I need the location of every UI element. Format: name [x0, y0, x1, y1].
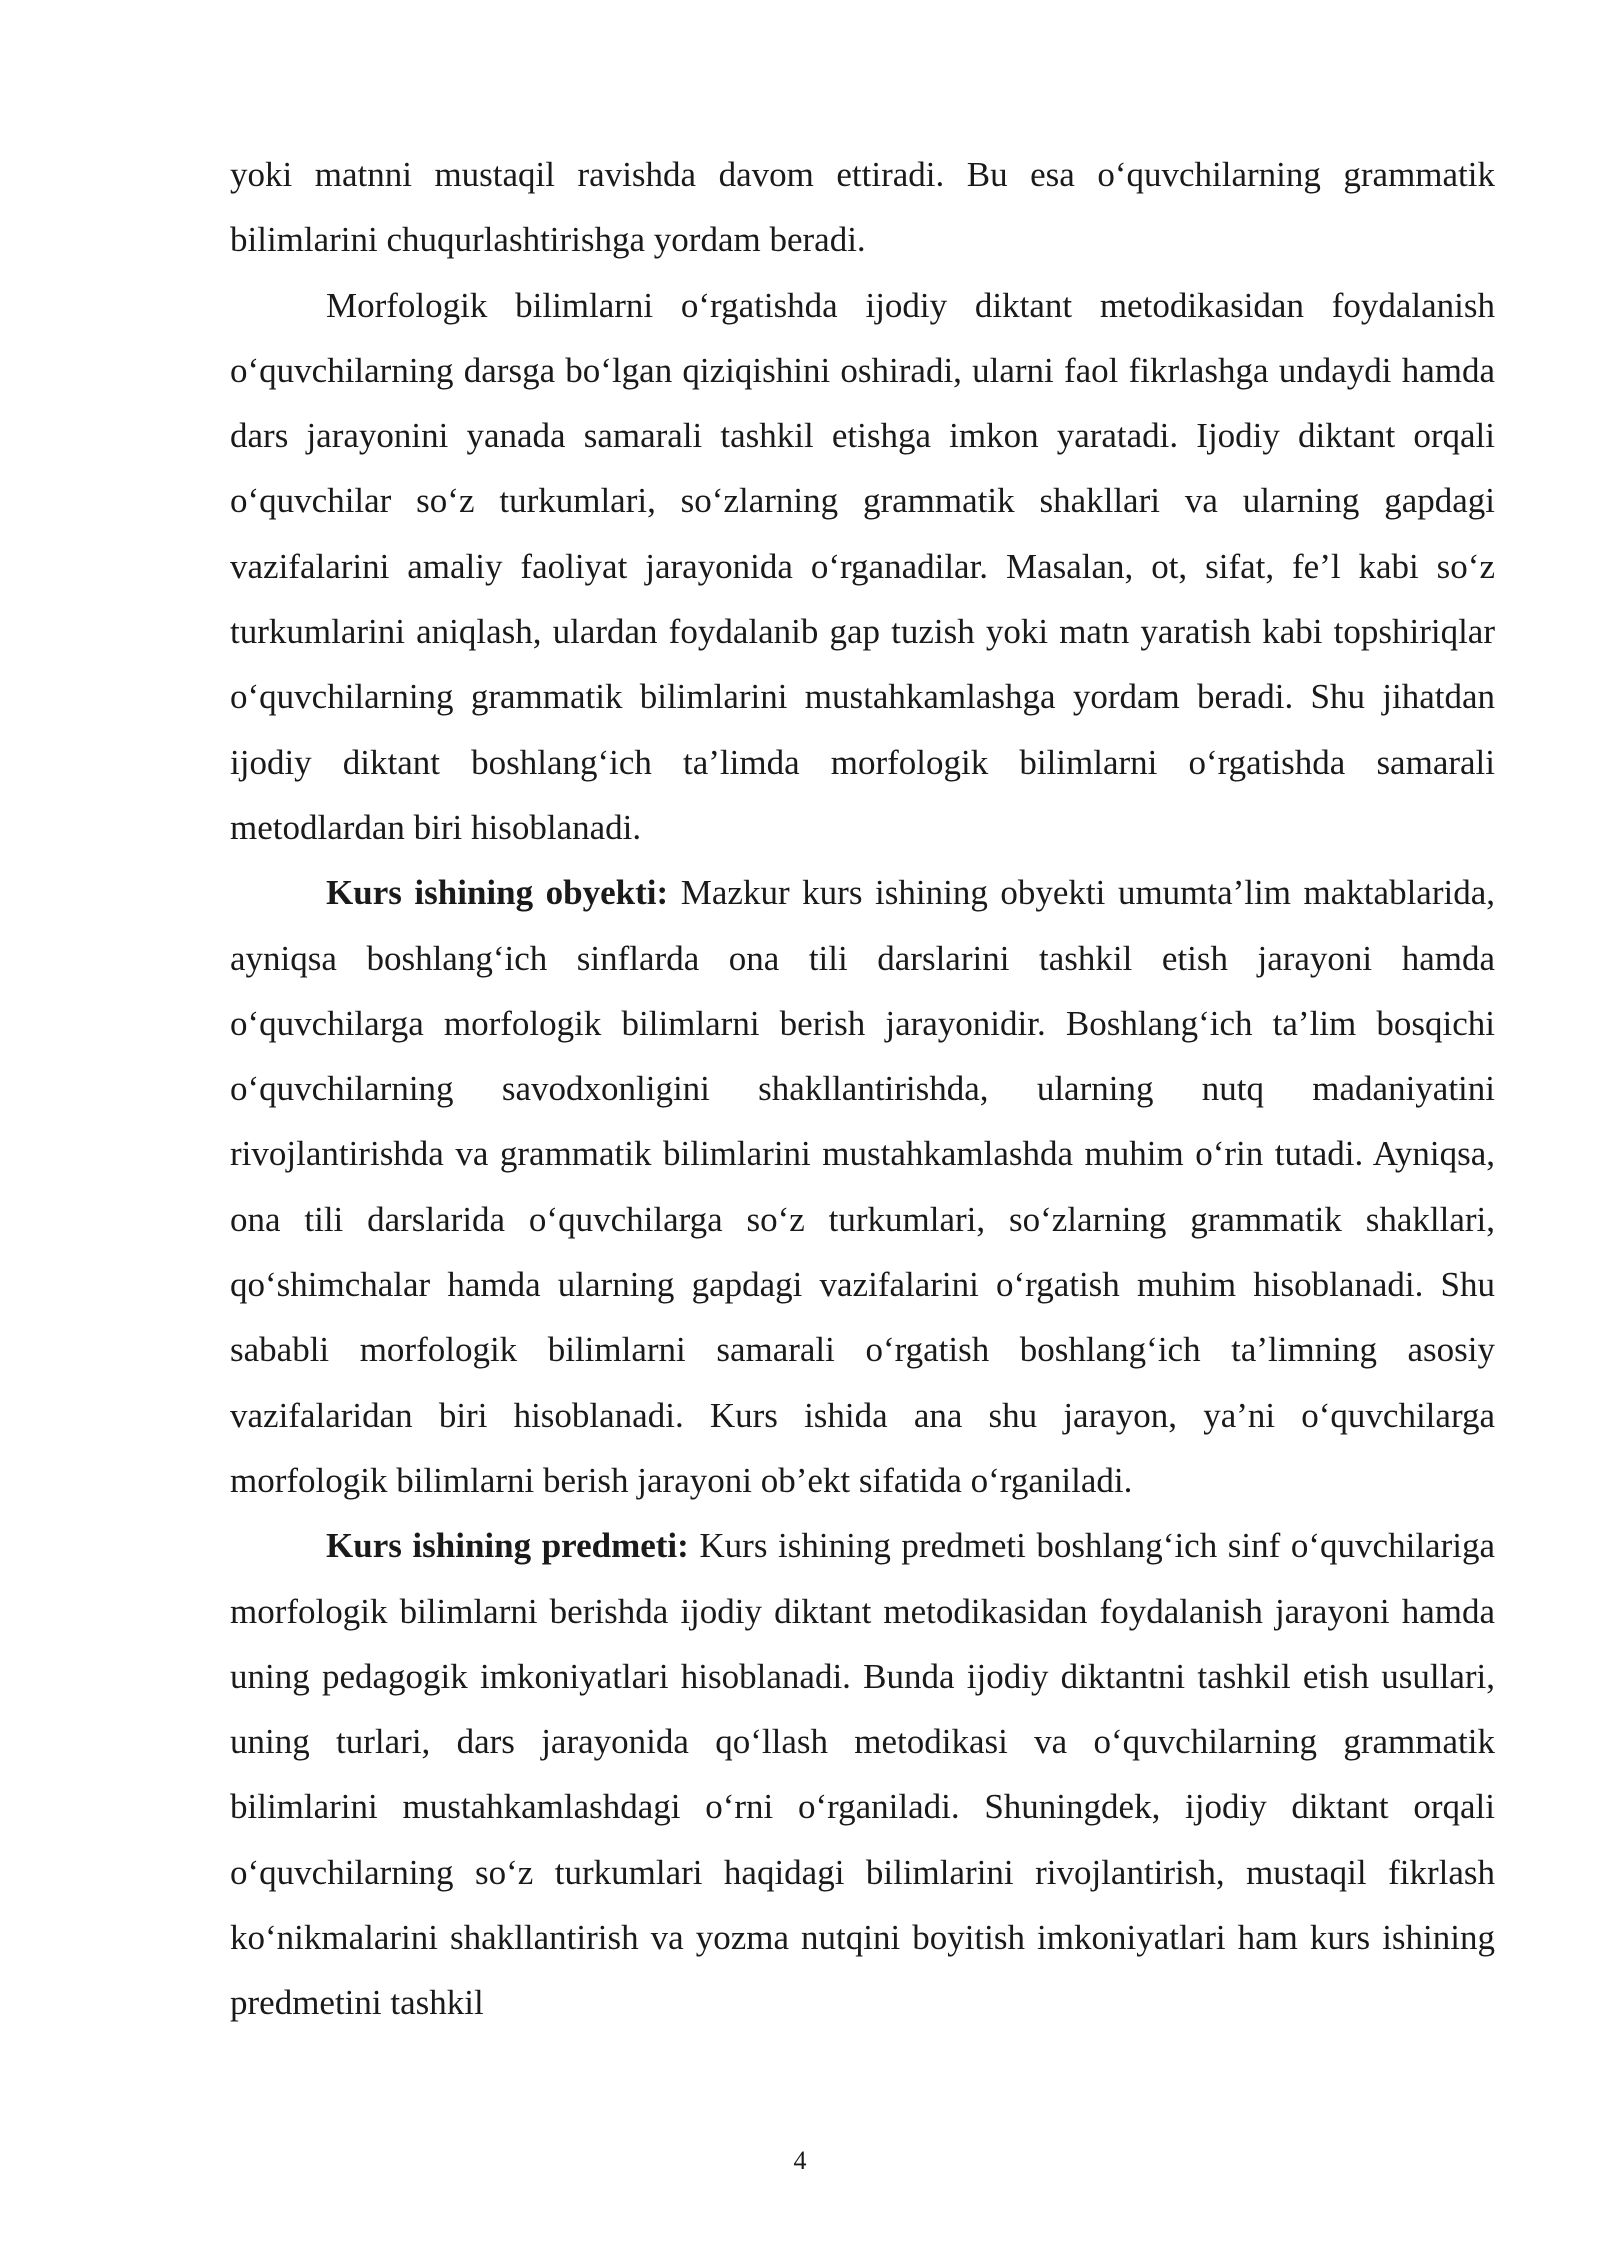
- paragraph-continuation: [230, 142, 1495, 273]
- page-number: 4: [793, 2146, 807, 2175]
- text-body: [230, 142, 1495, 2036]
- paragraph-heading: Kurs ishining obyekti:: [326, 873, 669, 913]
- paragraph-text: Mazkur kurs ishining obyekti umumta’lim maktablarida, ayniqsa boshlang‘ich sinflarda ona tili darslarini tashkil etish jarayoni hamda o‘quvchilarga morfologik bilimlarni berish jarayonidir. Boshlang‘ich ta’lim bosqichi o‘quvchilarning savodxonligini shakllantirishda, ularning nutq madaniyatini rivojlantirishda va grammatik bilimlarini mustahkamlashda muhim o‘rin tutadi. Ayniqsa, ona tili darslarida o‘quvchilarga so‘z turkumlari, so‘zlarning grammatik shakllari, qo‘shimchalar hamda ularning gapdagi vazifalarini o‘rgatish muhim hisoblanadi. Shu sababli morfologik bilimlarni samarali o‘rgatish boshlang‘ich ta’limning asosiy vazifalaridan biri hisoblanadi. Kurs ishida ana shu jarayon, ya’ni o‘quvchilarga morfologik bilimlarni berish jarayoni ob’ekt sifatida o‘rganiladi.: [230, 873, 1495, 1500]
- paragraph-subject: [230, 1513, 1495, 2035]
- paragraph-object: [230, 860, 1495, 1513]
- paragraph-text: yoki matnni mustaqil ravishda davom ettiradi. Bu esa o‘quvchilarning grammatik bilimlarini chuqurlashtirishga yordam beradi.: [230, 155, 1495, 260]
- paragraph-morphology: [230, 273, 1495, 861]
- paragraph-text: Kurs ishining predmeti boshlang‘ich sinf o‘quvchilariga morfologik bilimlarni berishda ijodiy diktant metodikasidan foydalanish jarayoni hamda uning pedagogik imkoniyatlari hisoblanadi. Bunda ijodiy diktantni tashkil etish usullari, uning turlari, dars jarayonida qo‘llash metodikasi va o‘quvchilarning grammatik bilimlarini mustahkamlashdagi o‘rni o‘rganiladi. Shuningdek, ijodiy diktant orqali o‘quvchilarning so‘z turkumlari haqidagi bilimlarini rivojlantirish, mustaqil fikrlash ko‘nikmalarini shakllantirish va yozma nutqini boyitish imkoniyatlari ham kurs ishining predmetini tashkil: [230, 1526, 1495, 2023]
- paragraph-text: Morfologik bilimlarni o‘rgatishda ijodiy diktant metodikasidan foydalanish o‘quvchilarning darsga bo‘lgan qiziqishini oshiradi, ularni faol fikrlashga undaydi hamda dars jarayonini yanada samarali tashkil etishga imkon yaratadi. Ijodiy diktant orqali o‘quvchilar so‘z turkumlari, so‘zlarning grammatik shakllari va ularning gapdagi vazifalarini amaliy faoliyat jarayonida o‘rganadilar. Masalan, ot, sifat, fe’l kabi so‘z turkumlarini aniqlash, ulardan foydalanib gap tuzish yoki matn yaratish kabi topshiriqlar o‘quvchilarning grammatik bilimlarini mustahkamlashga yordam beradi. Shu jihatdan ijodiy diktant boshlang‘ich ta’limda morfologik bilimlarni o‘rgatishda samarali metodlardan biri hisoblanadi.: [230, 285, 1495, 847]
- paragraph-heading: Kurs ishining predmeti:: [326, 1526, 689, 1566]
